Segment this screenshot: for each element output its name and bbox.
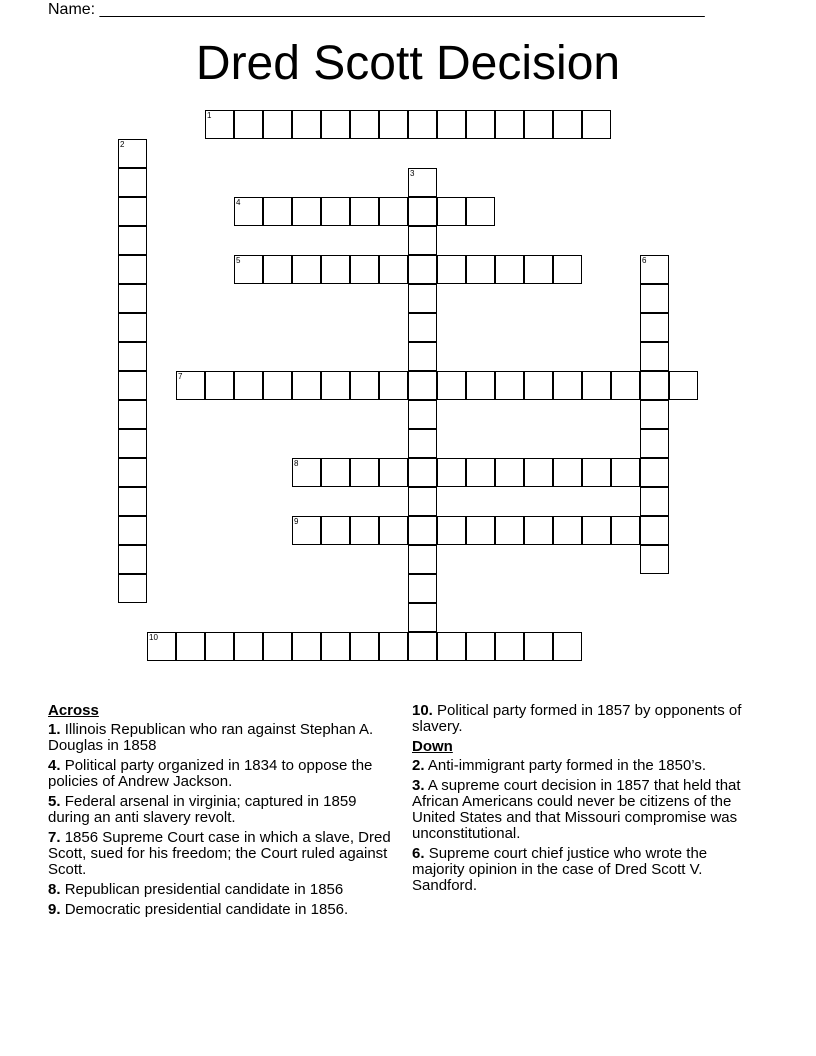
crossword-cell[interactable] bbox=[553, 110, 582, 139]
crossword-cell[interactable] bbox=[640, 313, 669, 342]
crossword-cell[interactable] bbox=[292, 516, 321, 545]
crossword-cell[interactable] bbox=[524, 632, 553, 661]
crossword-cell[interactable] bbox=[524, 110, 553, 139]
crossword-cell[interactable] bbox=[379, 197, 408, 226]
crossword-cell[interactable] bbox=[234, 197, 263, 226]
clue-across-7 bbox=[48, 830, 393, 878]
crossword-cell[interactable] bbox=[466, 110, 495, 139]
clue-text: 1856 Supreme Court case in which a slave, Dred Scott, sued for his freedom; the Court ruled against Scott. bbox=[48, 829, 391, 878]
crossword-cell[interactable] bbox=[234, 632, 263, 661]
crossword-cell[interactable] bbox=[118, 226, 147, 255]
crossword-cell[interactable] bbox=[292, 255, 321, 284]
crossword-cell[interactable] bbox=[466, 458, 495, 487]
crossword-cell[interactable] bbox=[495, 110, 524, 139]
crossword-cell[interactable] bbox=[292, 632, 321, 661]
crossword-cell[interactable] bbox=[176, 371, 205, 400]
crossword-cell[interactable] bbox=[263, 255, 292, 284]
clue-number: 4. bbox=[48, 757, 61, 774]
crossword-cell[interactable] bbox=[321, 371, 350, 400]
name-underline: ____________________________________________________________________ bbox=[99, 1, 705, 18]
crossword-cell[interactable] bbox=[118, 342, 147, 371]
crossword-cell[interactable] bbox=[611, 371, 640, 400]
clue-down-6 bbox=[412, 846, 762, 894]
crossword-cell[interactable] bbox=[553, 255, 582, 284]
crossword-cell[interactable] bbox=[321, 197, 350, 226]
crossword-cell[interactable] bbox=[379, 632, 408, 661]
crossword-cell[interactable] bbox=[611, 516, 640, 545]
crossword-cell[interactable] bbox=[553, 632, 582, 661]
crossword-cell[interactable] bbox=[582, 516, 611, 545]
crossword-cell[interactable] bbox=[582, 458, 611, 487]
down-heading: Down bbox=[412, 738, 453, 755]
crossword-cell[interactable] bbox=[466, 516, 495, 545]
clue-across-10 bbox=[412, 703, 762, 735]
crossword-cell[interactable] bbox=[640, 516, 669, 545]
crossword-cell[interactable] bbox=[408, 603, 437, 632]
clue-number: 8. bbox=[48, 881, 61, 898]
crossword-cell[interactable] bbox=[350, 632, 379, 661]
clue-down-3 bbox=[412, 778, 762, 842]
clue-number: 9. bbox=[48, 901, 61, 918]
crossword-cell[interactable] bbox=[408, 110, 437, 139]
crossword-cell[interactable] bbox=[640, 342, 669, 371]
crossword-cell[interactable] bbox=[205, 110, 234, 139]
clue-text: A supreme court decision in 1857 that held that African Americans could never be citizens of the United States and that Missouri compromise was unconstitutional. bbox=[412, 777, 741, 842]
crossword-cell[interactable] bbox=[495, 371, 524, 400]
crossword-cell[interactable] bbox=[582, 371, 611, 400]
page-title: Dred Scott Decision bbox=[195, 37, 621, 90]
crossword-cell[interactable] bbox=[408, 284, 437, 313]
crossword-cell[interactable] bbox=[176, 632, 205, 661]
clue-text: Federal arsenal in virginia; captured in 1859 during an anti slavery revolt. bbox=[48, 793, 357, 826]
crossword-cell[interactable] bbox=[292, 458, 321, 487]
crossword-cell[interactable] bbox=[553, 458, 582, 487]
clue-text: Democratic presidential candidate in 1856. bbox=[64, 901, 349, 918]
crossword-cell[interactable] bbox=[437, 458, 466, 487]
crossword-cell[interactable] bbox=[582, 110, 611, 139]
crossword-cell[interactable] bbox=[524, 516, 553, 545]
cell-number: 10 bbox=[149, 633, 158, 642]
crossword-cell[interactable] bbox=[321, 632, 350, 661]
crossword-cell[interactable] bbox=[292, 371, 321, 400]
crossword-cell[interactable] bbox=[408, 545, 437, 574]
crossword-cell[interactable] bbox=[640, 371, 669, 400]
crossword-cell[interactable] bbox=[379, 371, 408, 400]
crossword-cell[interactable] bbox=[118, 371, 147, 400]
clue-text: Political party organized in 1834 to oppose the policies of Andrew Jackson. bbox=[48, 757, 373, 790]
crossword-cell[interactable] bbox=[118, 139, 147, 168]
crossword-cell[interactable] bbox=[640, 400, 669, 429]
crossword-cell[interactable] bbox=[234, 371, 263, 400]
crossword-cell[interactable] bbox=[118, 400, 147, 429]
crossword-cell[interactable] bbox=[350, 110, 379, 139]
crossword-cell[interactable] bbox=[408, 255, 437, 284]
crossword-cell[interactable] bbox=[495, 458, 524, 487]
crossword-cell[interactable] bbox=[524, 371, 553, 400]
crossword-cell[interactable] bbox=[437, 255, 466, 284]
crossword-cell[interactable] bbox=[408, 400, 437, 429]
name-label: Name: bbox=[48, 1, 96, 18]
clue-number: 3. bbox=[412, 777, 425, 794]
clue-across-1 bbox=[48, 722, 393, 754]
crossword-cell[interactable] bbox=[379, 516, 408, 545]
crossword-cell[interactable] bbox=[350, 255, 379, 284]
crossword-cell[interactable] bbox=[379, 255, 408, 284]
crossword-cell[interactable] bbox=[350, 371, 379, 400]
crossword-cell[interactable] bbox=[350, 197, 379, 226]
cell-number: 9 bbox=[294, 517, 299, 526]
cell-number: 3 bbox=[410, 169, 415, 178]
crossword-cell[interactable] bbox=[495, 516, 524, 545]
crossword-cell[interactable] bbox=[408, 168, 437, 197]
crossword-cell[interactable] bbox=[553, 371, 582, 400]
crossword-cell[interactable] bbox=[118, 487, 147, 516]
crossword-cell[interactable] bbox=[669, 371, 698, 400]
crossword-cell[interactable] bbox=[611, 458, 640, 487]
clue-number: 6. bbox=[412, 845, 425, 862]
crossword-cell[interactable] bbox=[408, 574, 437, 603]
crossword-cell[interactable] bbox=[118, 284, 147, 313]
crossword-cell[interactable] bbox=[466, 371, 495, 400]
clue-across-9 bbox=[48, 902, 393, 918]
crossword-cell[interactable] bbox=[118, 516, 147, 545]
clue-text: Supreme court chief justice who wrote the majority opinion in the case of Dred Scott V. Sandford. bbox=[412, 845, 708, 894]
crossword-cell[interactable] bbox=[205, 371, 234, 400]
crossword-cell[interactable] bbox=[408, 371, 437, 400]
cell-number: 1 bbox=[207, 111, 212, 120]
across-heading: Across bbox=[48, 702, 99, 719]
crossword-cell[interactable] bbox=[118, 429, 147, 458]
crossword-cell[interactable] bbox=[263, 632, 292, 661]
cell-number: 2 bbox=[120, 140, 125, 149]
crossword-cell[interactable] bbox=[118, 313, 147, 342]
crossword-cell[interactable] bbox=[408, 632, 437, 661]
cell-number: 8 bbox=[294, 459, 299, 468]
crossword-cell[interactable] bbox=[495, 255, 524, 284]
crossword-cell[interactable] bbox=[147, 632, 176, 661]
across-clues-column bbox=[48, 703, 393, 922]
clue-number: 1. bbox=[48, 721, 61, 738]
clue-across-8 bbox=[48, 882, 393, 898]
crossword-cell[interactable] bbox=[408, 458, 437, 487]
crossword-cell[interactable] bbox=[437, 197, 466, 226]
crossword-cell[interactable] bbox=[321, 110, 350, 139]
crossword-cell[interactable] bbox=[379, 458, 408, 487]
crossword-cell[interactable] bbox=[321, 458, 350, 487]
crossword-cell[interactable] bbox=[118, 197, 147, 226]
crossword-cell[interactable] bbox=[408, 342, 437, 371]
crossword-cell[interactable] bbox=[292, 110, 321, 139]
cell-number: 5 bbox=[236, 256, 241, 265]
second-clues-column bbox=[412, 703, 762, 898]
crossword-cell[interactable] bbox=[495, 632, 524, 661]
crossword-cell[interactable] bbox=[437, 371, 466, 400]
crossword-cell[interactable] bbox=[437, 110, 466, 139]
crossword-cell[interactable] bbox=[524, 458, 553, 487]
crossword-cell[interactable] bbox=[118, 545, 147, 574]
crossword-cell[interactable] bbox=[640, 284, 669, 313]
crossword-cell[interactable] bbox=[321, 516, 350, 545]
crossword-cell[interactable] bbox=[350, 516, 379, 545]
crossword-cell[interactable] bbox=[640, 429, 669, 458]
clue-text: Republican presidential candidate in 1856 bbox=[64, 881, 344, 898]
cell-number: 6 bbox=[642, 256, 647, 265]
clue-across-5 bbox=[48, 794, 393, 826]
crossword-cell[interactable] bbox=[408, 226, 437, 255]
crossword-cell[interactable] bbox=[118, 255, 147, 284]
crossword-cell[interactable] bbox=[408, 197, 437, 226]
crossword-cell[interactable] bbox=[205, 632, 234, 661]
crossword-cell[interactable] bbox=[466, 197, 495, 226]
crossword-cell[interactable] bbox=[118, 458, 147, 487]
crossword-cell[interactable] bbox=[321, 255, 350, 284]
crossword-cell[interactable] bbox=[437, 632, 466, 661]
clue-number: 5. bbox=[48, 793, 61, 810]
clue-number: 10. bbox=[412, 702, 433, 719]
crossword-cell[interactable] bbox=[263, 197, 292, 226]
cell-number: 4 bbox=[236, 198, 241, 207]
clue-number: 2. bbox=[412, 757, 425, 774]
crossword-cell[interactable] bbox=[466, 255, 495, 284]
clue-number: 7. bbox=[48, 829, 61, 846]
crossword-cell[interactable] bbox=[408, 313, 437, 342]
crossword-cell[interactable] bbox=[379, 110, 408, 139]
crossword-cell[interactable] bbox=[263, 371, 292, 400]
crossword-cell[interactable] bbox=[640, 255, 669, 284]
clue-text: Anti-immigrant party formed in the 1850’s. bbox=[427, 757, 707, 774]
crossword-cell[interactable] bbox=[466, 632, 495, 661]
crossword-cell[interactable] bbox=[234, 110, 263, 139]
clue-across-4 bbox=[48, 758, 393, 790]
crossword-cell[interactable] bbox=[408, 487, 437, 516]
crossword-cell[interactable] bbox=[234, 255, 263, 284]
crossword-cell[interactable] bbox=[524, 255, 553, 284]
crossword-cell[interactable] bbox=[437, 516, 466, 545]
crossword-cell[interactable] bbox=[292, 197, 321, 226]
cell-number: 7 bbox=[178, 372, 183, 381]
clue-down-2 bbox=[412, 758, 762, 774]
crossword-cell[interactable] bbox=[408, 429, 437, 458]
crossword-cell[interactable] bbox=[553, 516, 582, 545]
crossword-cell[interactable] bbox=[408, 516, 437, 545]
clue-text: Political party formed in 1857 by opponents of slavery. bbox=[412, 702, 742, 735]
crossword-cell[interactable] bbox=[118, 574, 147, 603]
crossword-cell[interactable] bbox=[640, 487, 669, 516]
crossword-cell[interactable] bbox=[118, 168, 147, 197]
clue-text: Illinois Republican who ran against Stephan A. Douglas in 1858 bbox=[48, 721, 374, 754]
crossword-cell[interactable] bbox=[640, 458, 669, 487]
crossword-cell[interactable] bbox=[640, 545, 669, 574]
crossword-cell[interactable] bbox=[350, 458, 379, 487]
crossword-cell[interactable] bbox=[263, 110, 292, 139]
